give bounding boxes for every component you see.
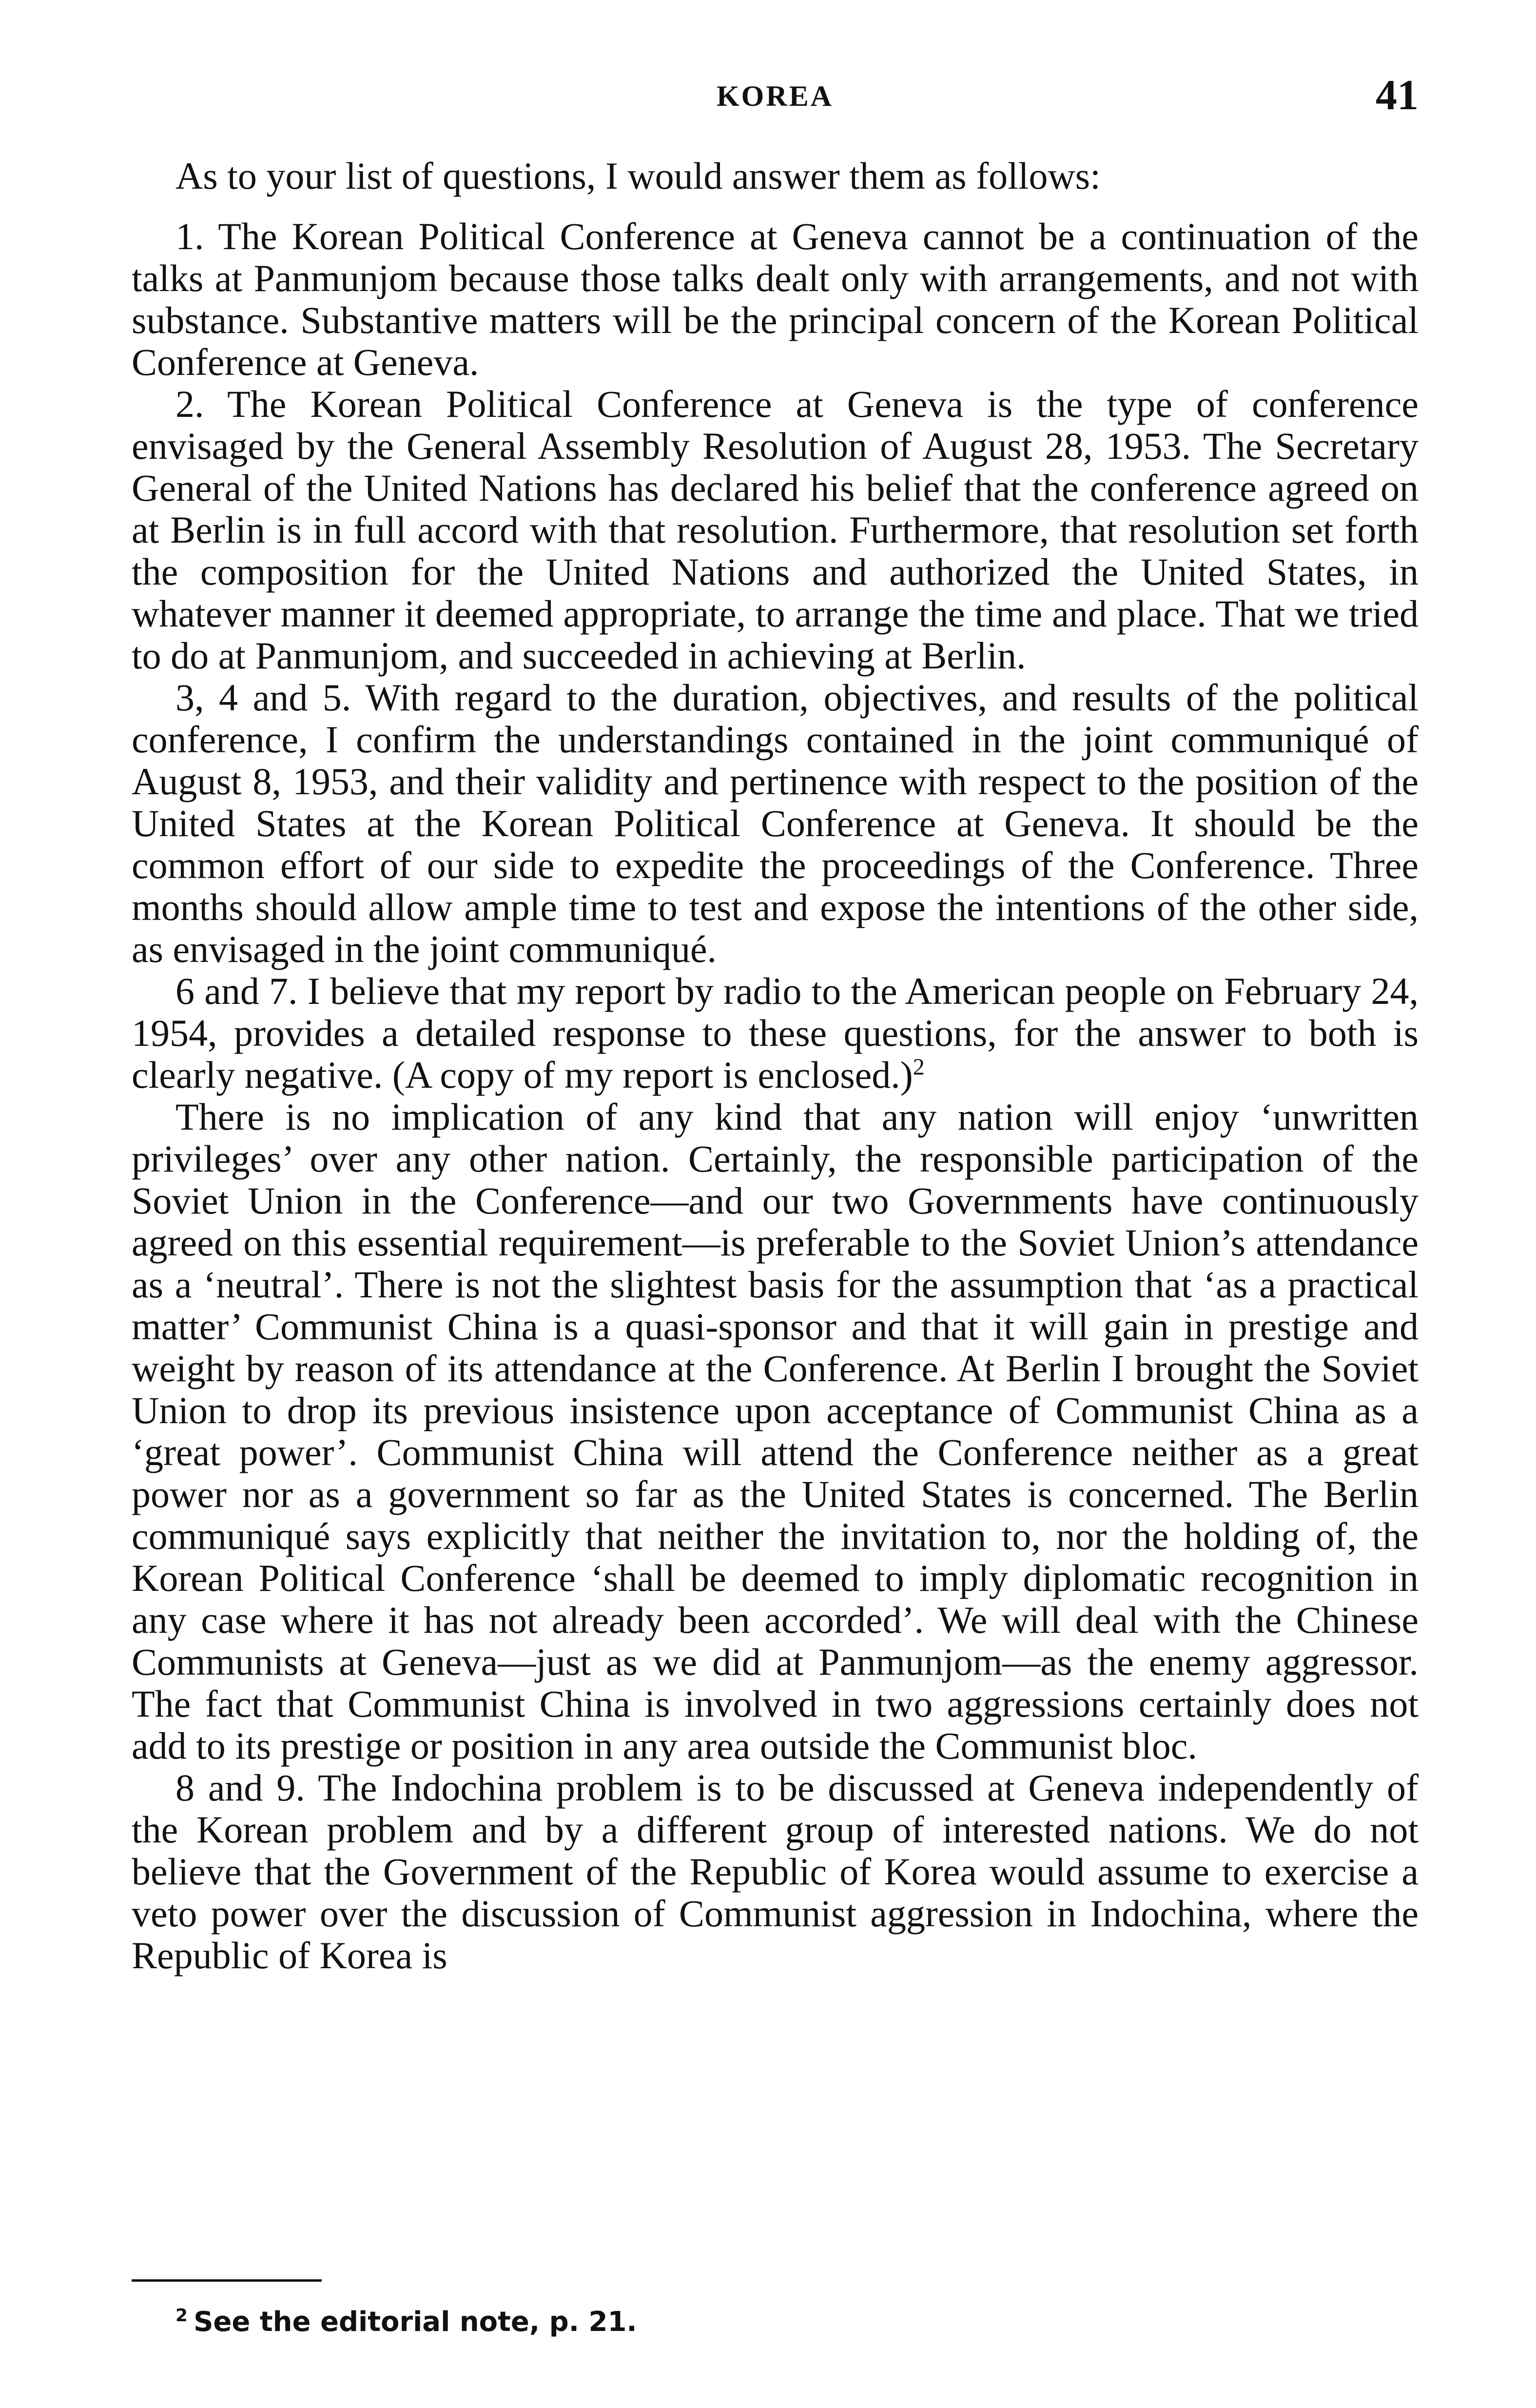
answer-8-9-paragraph: 8 and 9. The Indochina problem is to be discussed at Geneva independently of the Korean problem and by a different group of interested nations. We do not believe that the Government of the Republic of Korea would assume to exercise a veto power over the discussion of Communist aggression in Indochina, where the Republic of Korea is	[132, 1766, 1419, 1977]
answer-2-paragraph: 2. The Korean Political Conference at Geneva is the type of conference envisaged by the General Assembly Resolution of August 28, 1953. The Secretary General of the United Nations has declared his belief that the conference agreed on at Berlin is in full accord with that resolution. Furthermore, that resolution set forth the composition for the United Nations and authorized the United States, in whatever manner it deemed appropriate, to arrange the time and place. That we tried to do at Panmunjom, and succeeded in achieving at Berlin.	[132, 383, 1419, 677]
privileges-paragraph: There is no implication of any kind that any nation will enjoy ‘unwritten privileges’ over any other nation. Certainly, the responsible participation of the Soviet Union in the Conference—and our two Governments have continuously agreed on this essential requirement—is preferable to the Soviet Union’s attendance as a ‘neutral’. There is not the slightest basis for the assumption that ‘as a practical matter’ Communist China is a quasi-sponsor and that it will gain in prestige and weight by reason of its attendance at the Conference. At Berlin I brought the Soviet Union to drop its previous insistence upon acceptance of Communist China as a ‘great power’. Communist China will attend the Conference neither as a great power nor as a government so far as the United States is concerned. The Berlin communiqué says explicitly that neither the invitation to, nor the holding of, the Korean Political Conference ‘shall be deemed to imply diplomatic recognition in any case where it has not already been accorded’. We will deal with the Chinese Communists at Geneva—just as we did at Panmunjom—as the enemy aggressor. The fact that Communist China is involved in two aggressions certainly does not add to its prestige or position in any area outside the Communist bloc.	[132, 1096, 1419, 1767]
answer-3-4-5-paragraph: 3, 4 and 5. With regard to the duration, objectives, and results of the political conference, I confirm the understandings contained in the joint communiqué of August 8, 1953, and their validity and pertinence with respect to the position of the United States at the Korean Political Conference at Geneva. It should be the common effort of our side to expedite the proceedings of the Conference. Three months should allow ample time to test and expose the intentions of the other side, as envisaged in the joint communiqué.	[132, 676, 1419, 970]
running-head	[132, 71, 1419, 124]
answer-1-paragraph: 1. The Korean Political Conference at Geneva cannot be a continuation of the talks at Panmunjom because those talks dealt only with arrangements, and not with substance. Substantive matters will be the principal concern of the Korean Political Conference at Geneva.	[132, 215, 1419, 383]
intro-paragraph: As to your list of questions, I would answer them as follows:	[175, 155, 1101, 197]
body-text	[132, 155, 1419, 1977]
footnote-text: See the editorial note, p. 21.	[194, 2306, 637, 2338]
footnote	[175, 2306, 637, 2338]
answer-6-7-text: 6 and 7. I believe that my report by radio to the American people on February 24, 1954, provides a detailed response to these questions, for the answer to both is clearly negative. (A copy of my report is enclosed.)	[132, 970, 1419, 1096]
footnote-divider	[132, 2279, 322, 2282]
answer-6-7-paragraph	[132, 970, 1419, 1096]
running-title: KOREA	[716, 80, 834, 112]
footnote-mark: 2	[175, 2306, 188, 2326]
footnote-reference: 2	[913, 1054, 925, 1080]
page-number: 41	[1376, 72, 1419, 119]
